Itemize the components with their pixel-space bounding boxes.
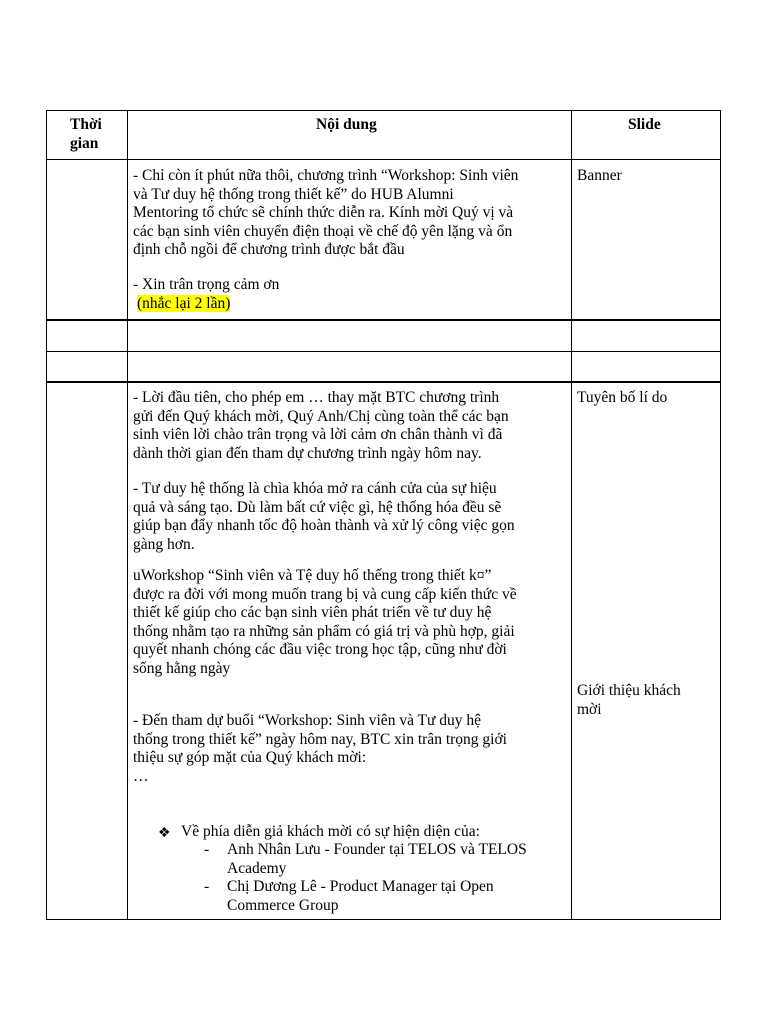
text-line: gửi đến Quý khách mời, Quý Anh/Chị cùng toàn thể các bạn	[133, 407, 509, 425]
speaker-dash: -	[204, 841, 210, 858]
table-border-right	[720, 110, 721, 920]
text-line: định chỗ ngồi để chương trình được bắt đầu	[133, 241, 405, 258]
highlighted-note: (nhắc lại 2 lần)	[137, 295, 231, 312]
table-border-left	[46, 110, 47, 920]
column-divider-2	[571, 110, 572, 920]
row1-repeat-note	[137, 295, 230, 314]
text-line: - Tư duy hệ thống là chìa khóa mở ra cánh cửa của sự hiệu	[133, 480, 497, 497]
text-line: các bạn sinh viên chuyển điện thoại về chế độ yên lặng và ổn	[133, 222, 513, 240]
header-slide: Slide	[628, 116, 661, 133]
text-line: - Lời đầu tiên, cho phép em … thay mặt BTC chương trình	[133, 389, 500, 406]
text-line: sinh viên lời chào trân trọng và lời cảm ơn chân thành vì đã	[133, 426, 503, 443]
row4-para3	[133, 567, 517, 678]
row4-para1	[133, 389, 509, 463]
text-line: được ra đời với mong muốn trang bị và cung cấp kiến thức về	[133, 585, 517, 603]
text-line: và Tư duy hệ thống trong thiết kế” do HUB Alumni	[133, 185, 454, 203]
speaker-item: Chị Dương Lê - Product Manager tại Open Commerce Group	[227, 878, 494, 914]
text-line: thống trong thiết kế” ngày hôm nay, BTC xin trân trọng giới	[133, 730, 507, 748]
row1-thanks: - Xin trân trọng cảm ơn	[133, 276, 280, 293]
text-line: - Chỉ còn ít phút nữa thôi, chương trình “Workshop: Sinh viên	[133, 167, 519, 184]
row-divider-header	[46, 159, 721, 160]
row4-slide-reason: Tuyên bố lí do	[577, 389, 668, 406]
row4-para2	[133, 480, 515, 554]
column-divider-1	[127, 110, 128, 920]
text-line: …	[133, 767, 149, 785]
text-line: dành thời gian đến tham dự chương trình ngày hôm nay.	[133, 444, 482, 462]
text-line: uWorkshop “Sinh viên và Tệ duy hố thếng trong thiết k¤”	[133, 567, 492, 584]
row1-slide: Banner	[577, 167, 622, 184]
header-time: Thời gian	[70, 116, 102, 152]
text-line: thiết kế giúp cho các bạn sinh viên phát triển về tư duy hệ	[133, 604, 492, 621]
speaker-item: Anh Nhân Lưu - Founder tại TELOS và TELOS Academy	[227, 841, 527, 877]
text-line: thiệu sự góp mặt của Quý khách mời:	[133, 749, 367, 766]
row-divider-1	[46, 319, 721, 321]
speakers-intro: Về phía diễn giả khách mời có sự hiện diện của:	[181, 823, 480, 840]
row1-content	[133, 167, 518, 260]
speaker-dash: -	[204, 878, 210, 895]
row4-slide-guests: Giới thiệu khách mời	[577, 682, 681, 718]
row-divider-3	[46, 381, 721, 383]
text-line: thống nhằm tạo ra những sản phẩm có giá trị và phù hợp, giải	[133, 622, 515, 640]
header-content: Nội dung	[316, 116, 377, 133]
row4-para4	[133, 712, 507, 786]
text-line: gàng hơn.	[133, 535, 195, 553]
diamond-bullet-icon: ❖	[158, 826, 171, 841]
text-line: quyết nhanh chóng các đầu việc trong học tập, cũng như đời	[133, 641, 507, 658]
text-line: quả và sáng tạo. Dù làm bất cứ việc gì, hệ thống hóa đều sẽ	[133, 498, 502, 516]
row-divider-2	[46, 351, 721, 352]
text-line: - Đến tham dự buổi “Workshop: Sinh viên và Tư duy hệ	[133, 712, 482, 729]
table-border-bottom	[46, 919, 721, 920]
text-line: sống hằng ngày	[133, 659, 231, 677]
text-line: Mentoring tổ chức sẽ chính thức diễn ra. Kính mời Quý vị và	[133, 204, 514, 221]
text-line: giúp bạn đẩy nhanh tốc độ hoàn thành và xử lý công việc gọn	[133, 517, 515, 534]
table-border-top	[46, 110, 721, 111]
